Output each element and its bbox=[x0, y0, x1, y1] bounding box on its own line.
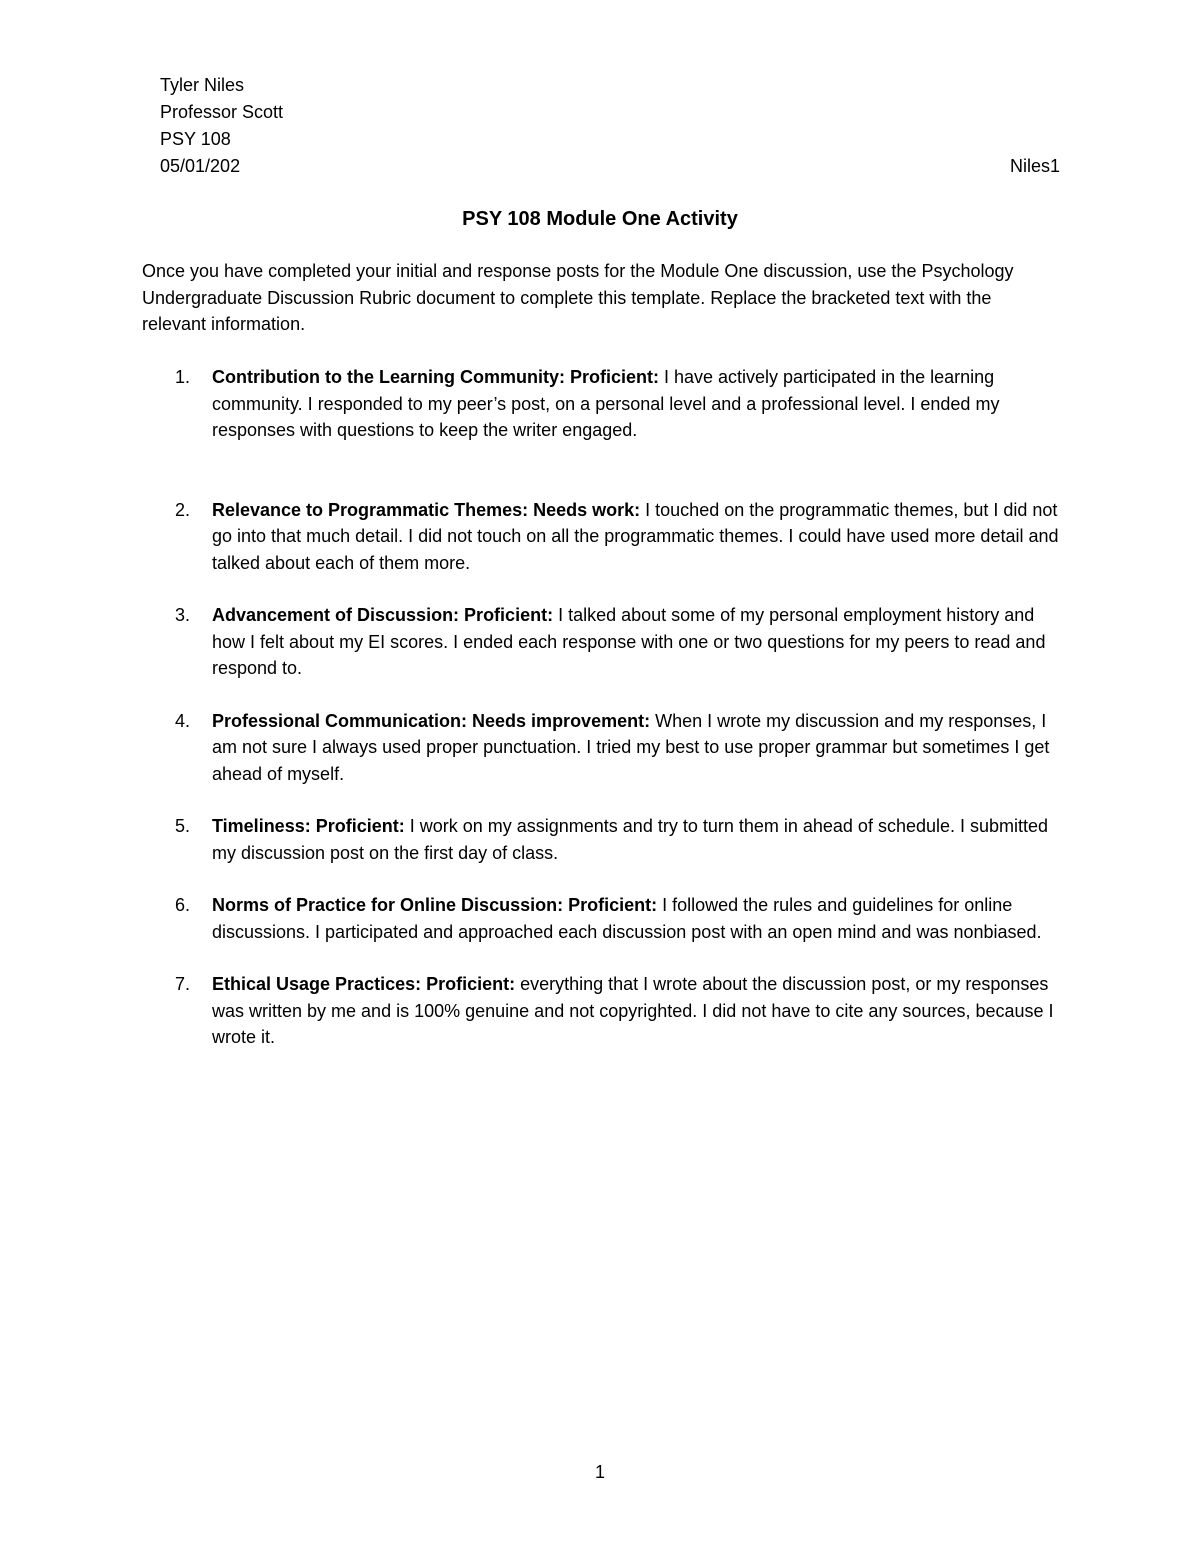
item-label: Timeliness: Proficient: bbox=[212, 816, 405, 836]
item-label: Relevance to Programmatic Themes: Needs work: bbox=[212, 499, 641, 520]
intro-paragraph: Once you have completed your initial and response posts for the Module One discussion, use the Psychology Undergraduate Discussion Rubric document to complete this template. Replace the bracketed text with the relevant information. bbox=[142, 261, 1014, 334]
item-label: Advancement of Discussion: Proficient: bbox=[212, 605, 554, 625]
item-number: 7. bbox=[175, 974, 191, 994]
item-text: When I wrote my discussion and my responses, I am not sure I always used proper punctuation. I tried my best to use proper grammar but sometimes I get ahead of myself. bbox=[212, 710, 1050, 784]
item-number: 5. bbox=[175, 816, 191, 836]
item-label: Norms of Practice for Online Discussion: Proficient: bbox=[212, 895, 658, 915]
item-number: 3. bbox=[175, 605, 191, 625]
running-head: Niles1 bbox=[1009, 156, 1060, 176]
item-number: 4. bbox=[175, 710, 191, 731]
item-number: 6. bbox=[175, 895, 191, 915]
rubric-list bbox=[142, 364, 1062, 1077]
course-code: PSY 108 bbox=[160, 129, 231, 149]
item-text: I work on my assignments and try to turn them in ahead of schedule. I submitted my discussion post on the first day of class. bbox=[212, 816, 1049, 863]
header-block bbox=[160, 72, 1060, 180]
item-text: I touched on the programmatic themes, but I did not go into that much detail. I did not touch on all the programmatic themes. I could have used more detail and talked about each of them more. bbox=[212, 499, 1059, 573]
page-title: PSY 108 Module One Activity bbox=[462, 208, 738, 230]
list-item bbox=[142, 892, 1062, 945]
list-item bbox=[142, 602, 1062, 682]
item-text: everything that I wrote about the discussion post, or my responses was written by me and is 100% genuine and not copyrighted. I did not have to cite any sources, because I wrote it. bbox=[212, 974, 1054, 1047]
list-item bbox=[142, 813, 1062, 866]
submission-date: 05/01/202 bbox=[160, 156, 241, 176]
list-item bbox=[142, 971, 1062, 1051]
item-label: Professional Communication: Needs improvement: bbox=[212, 710, 651, 731]
list-item bbox=[142, 497, 1062, 577]
item-number: 1. bbox=[175, 367, 191, 387]
item-label: Contribution to the Learning Community: Proficient: bbox=[212, 367, 659, 387]
page-number: 1 bbox=[594, 1462, 605, 1482]
list-item bbox=[142, 708, 1062, 788]
author-name: Tyler Niles bbox=[160, 75, 245, 95]
professor-name: Professor Scott bbox=[160, 102, 284, 122]
item-label: Ethical Usage Practices: Proficient: bbox=[212, 974, 516, 994]
item-text: I talked about some of my personal employment history and how I felt about my EI scores. I ended each response with one or two questions for my peers to read and respond to. bbox=[212, 605, 1046, 678]
item-number: 2. bbox=[175, 499, 191, 520]
list-item bbox=[142, 364, 1062, 444]
item-text: I have actively participated in the learning community. I responded to my peer’s post, on a personal level and a professional level. I ended my responses with questions to keep the writer engaged. bbox=[212, 367, 1000, 440]
item-text: I followed the rules and guidelines for online discussions. I participated and approached each discussion post with an open mind and was nonbiased. bbox=[212, 895, 1042, 942]
